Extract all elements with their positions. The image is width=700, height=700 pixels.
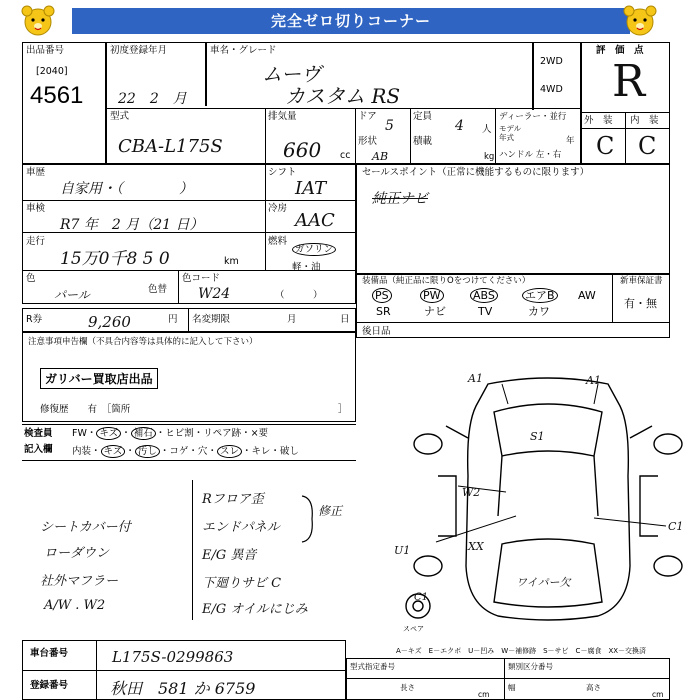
remark-muffler: 社外マフラー	[40, 574, 119, 589]
color-code-value: W24	[198, 286, 231, 302]
expiry-label: 名変期限	[192, 314, 231, 325]
damage-legend: A－キズ E－エクボ U－凹み W－補修跡 S－サビ C－腐食 XX－交換済	[396, 647, 647, 655]
mileage-value: 15万0千8 5 0	[60, 249, 170, 269]
ext-score-label: 外 装	[584, 115, 613, 126]
model-year-label: モデル	[499, 124, 522, 133]
lot-number: 4561	[30, 82, 84, 109]
car-name-label: 車名・グレード	[210, 45, 277, 56]
capacity-unit: 人	[482, 124, 492, 135]
remark-oil: E/G オイルにじみ	[202, 602, 308, 617]
bear-mascot-icon	[18, 4, 58, 38]
color-label: 色	[26, 273, 36, 284]
chassis-label: 車台番号	[30, 648, 69, 659]
remark-rust: 下廻りサビ C	[202, 576, 282, 591]
dealer-label: ディーラー・並行	[499, 112, 567, 122]
registration-label: 登録番号	[30, 680, 69, 691]
handle-label: ハンドル 左・右	[499, 150, 562, 160]
mark-c1-right: C1	[668, 520, 684, 533]
gulliver-stamp: ガリバー買取店出品	[40, 368, 158, 389]
remark-repair: 修正	[318, 504, 343, 518]
equip-tv: TV	[478, 305, 493, 318]
page-title: 完全ゼロ切りコーナー	[72, 8, 630, 34]
registration-value: 秋田 581 か 6759	[110, 679, 256, 698]
equip-airbag: エアB	[522, 290, 558, 301]
shape-value: AB	[372, 150, 389, 163]
fuel-light-oil: 軽・油	[292, 262, 321, 273]
width-label: 幅	[508, 683, 516, 692]
aircon-value: AAC	[295, 210, 335, 231]
displacement-value: 660	[283, 138, 322, 162]
mark-u1: U1	[394, 544, 411, 557]
bracket-mark	[300, 494, 324, 544]
mark-a1-right: A1	[586, 374, 601, 387]
fuel-gasoline: ガソリン	[292, 244, 336, 255]
warranty-label: 新車保証書	[620, 276, 663, 286]
expiry-day: 日	[340, 314, 350, 325]
year-unit: 年	[566, 136, 575, 146]
int-score-value: C	[638, 132, 657, 160]
repair-history-end: ］	[338, 404, 348, 415]
inspector-row1: FW・ キズ ・ 補石 ・ヒビ割・リペア跡・×要	[72, 428, 269, 439]
bear-mascot-icon	[620, 4, 660, 38]
equip-abs: ABS	[470, 290, 498, 301]
inspection-label: 車検	[26, 203, 46, 214]
chassis-value: L175S-0299863	[112, 648, 234, 666]
equip-sr: SR	[376, 305, 391, 318]
remark-engine-noise: E/G 異音	[202, 548, 257, 563]
height-label: 高さ	[586, 683, 601, 692]
mileage-label: 走行	[26, 236, 46, 247]
mileage-unit: km	[224, 256, 239, 267]
length-unit: cm	[478, 690, 490, 699]
equip-navi: ナビ	[424, 305, 446, 318]
car-condition-diagram	[398, 366, 690, 636]
equip-leather: カワ	[528, 305, 550, 318]
remark-aw: A/W . W2	[44, 598, 106, 613]
rear-items-label: 後日品	[362, 326, 391, 337]
sales-point-label: セールスポイント（正常に機能するものに限ります）	[362, 167, 590, 178]
recycle-label: R券	[26, 314, 43, 325]
lot-label: 出品番号	[26, 45, 65, 56]
year-label: 年式	[499, 133, 514, 142]
car-grade: カスタム RS	[285, 84, 401, 108]
mark-a1-left: A1	[468, 372, 483, 385]
fuel-label: 燃料	[268, 236, 288, 247]
inspection-value: R7 年 2 月（21 日）	[60, 217, 204, 233]
displacement-label: 排気量	[268, 111, 297, 122]
capacity-label: 定員	[413, 111, 433, 122]
length-label: 長さ	[400, 683, 415, 692]
load-label: 積載	[413, 136, 433, 147]
first-reg-label: 初度登録年月	[110, 45, 168, 56]
mark-c1-spare: C1	[414, 592, 429, 603]
category-number-label: 類別区分番号	[508, 662, 553, 671]
score-value: R	[612, 56, 646, 107]
inspector-label: 検査員	[24, 428, 53, 439]
load-unit: kg	[484, 152, 495, 162]
remark-seat-cover: シートカバー付	[40, 520, 131, 535]
mark-w2: W2	[462, 486, 481, 499]
equip-aw: AW	[578, 289, 596, 302]
notes-label: 注意事項申告欄（不具合内容等は具体的に記入して下さい）	[28, 337, 258, 347]
color-code-label: 色コード	[182, 273, 221, 284]
shape-label: 形状	[358, 136, 378, 147]
spare-label: スペア	[403, 625, 424, 633]
repair-history-label: 修復歴 有 ［箇所	[40, 404, 131, 415]
entry-label: 記入欄	[24, 444, 53, 455]
color-paren: （ ）	[275, 290, 323, 301]
recycle-value: 9,260	[88, 313, 131, 331]
equip-pw: PW	[420, 290, 444, 301]
remark-floor: Rフロア歪	[202, 492, 264, 507]
lot-code: [2040]	[36, 66, 68, 77]
history-label: 車歴	[26, 167, 46, 178]
doors-value: 5	[385, 118, 394, 134]
recycle-unit: 円	[168, 314, 178, 325]
displacement-unit: cc	[340, 150, 351, 161]
sales-point-value: 純正ナビ	[372, 191, 428, 207]
color-value: パール	[54, 288, 90, 302]
capacity-value: 4	[455, 118, 464, 134]
equip-ps: PS	[372, 290, 392, 301]
warranty-value: 有・無	[624, 297, 657, 310]
first-reg-value: 22 2 月	[118, 91, 187, 107]
remark-end-panel: エンドパネル	[202, 520, 280, 535]
mark-wiper: ワイパー欠	[516, 576, 571, 589]
doors-label: ドア	[358, 111, 377, 122]
car-name: ムーヴ	[262, 62, 321, 86]
drive-4wd: 4WD	[540, 84, 563, 95]
type-designation-label: 型式指定番号	[350, 662, 395, 671]
shift-value: IAT	[295, 178, 327, 199]
sales-point-frame	[356, 164, 670, 274]
mark-s1: S1	[530, 430, 545, 443]
inspector-row2: 内装・ キズ ・ 汚し ・コゲ・穴・ スレ ・キレ・破し	[72, 446, 299, 457]
int-score-label: 内 装	[630, 115, 659, 126]
history-value: 自家用・（ ）	[60, 181, 193, 197]
expiry-month: 月	[287, 314, 297, 325]
color-change-label: 色替	[148, 284, 168, 295]
score-label: 評 価 点	[596, 45, 644, 56]
remark-lowdown: ローダウン	[44, 546, 110, 561]
ext-score-value: C	[596, 132, 615, 160]
mark-xx: XX	[468, 540, 484, 553]
header	[10, 2, 690, 40]
model-label: 型式	[110, 111, 130, 122]
height-unit: cm	[652, 690, 664, 699]
drive-2wd: 2WD	[540, 56, 563, 67]
shift-label: シフト	[268, 167, 297, 178]
equipment-label: 装備品（純正品に限りOをつけてください）	[362, 276, 531, 286]
aircon-label: 冷房	[268, 203, 288, 214]
model-value: CBA-L175S	[118, 136, 223, 157]
